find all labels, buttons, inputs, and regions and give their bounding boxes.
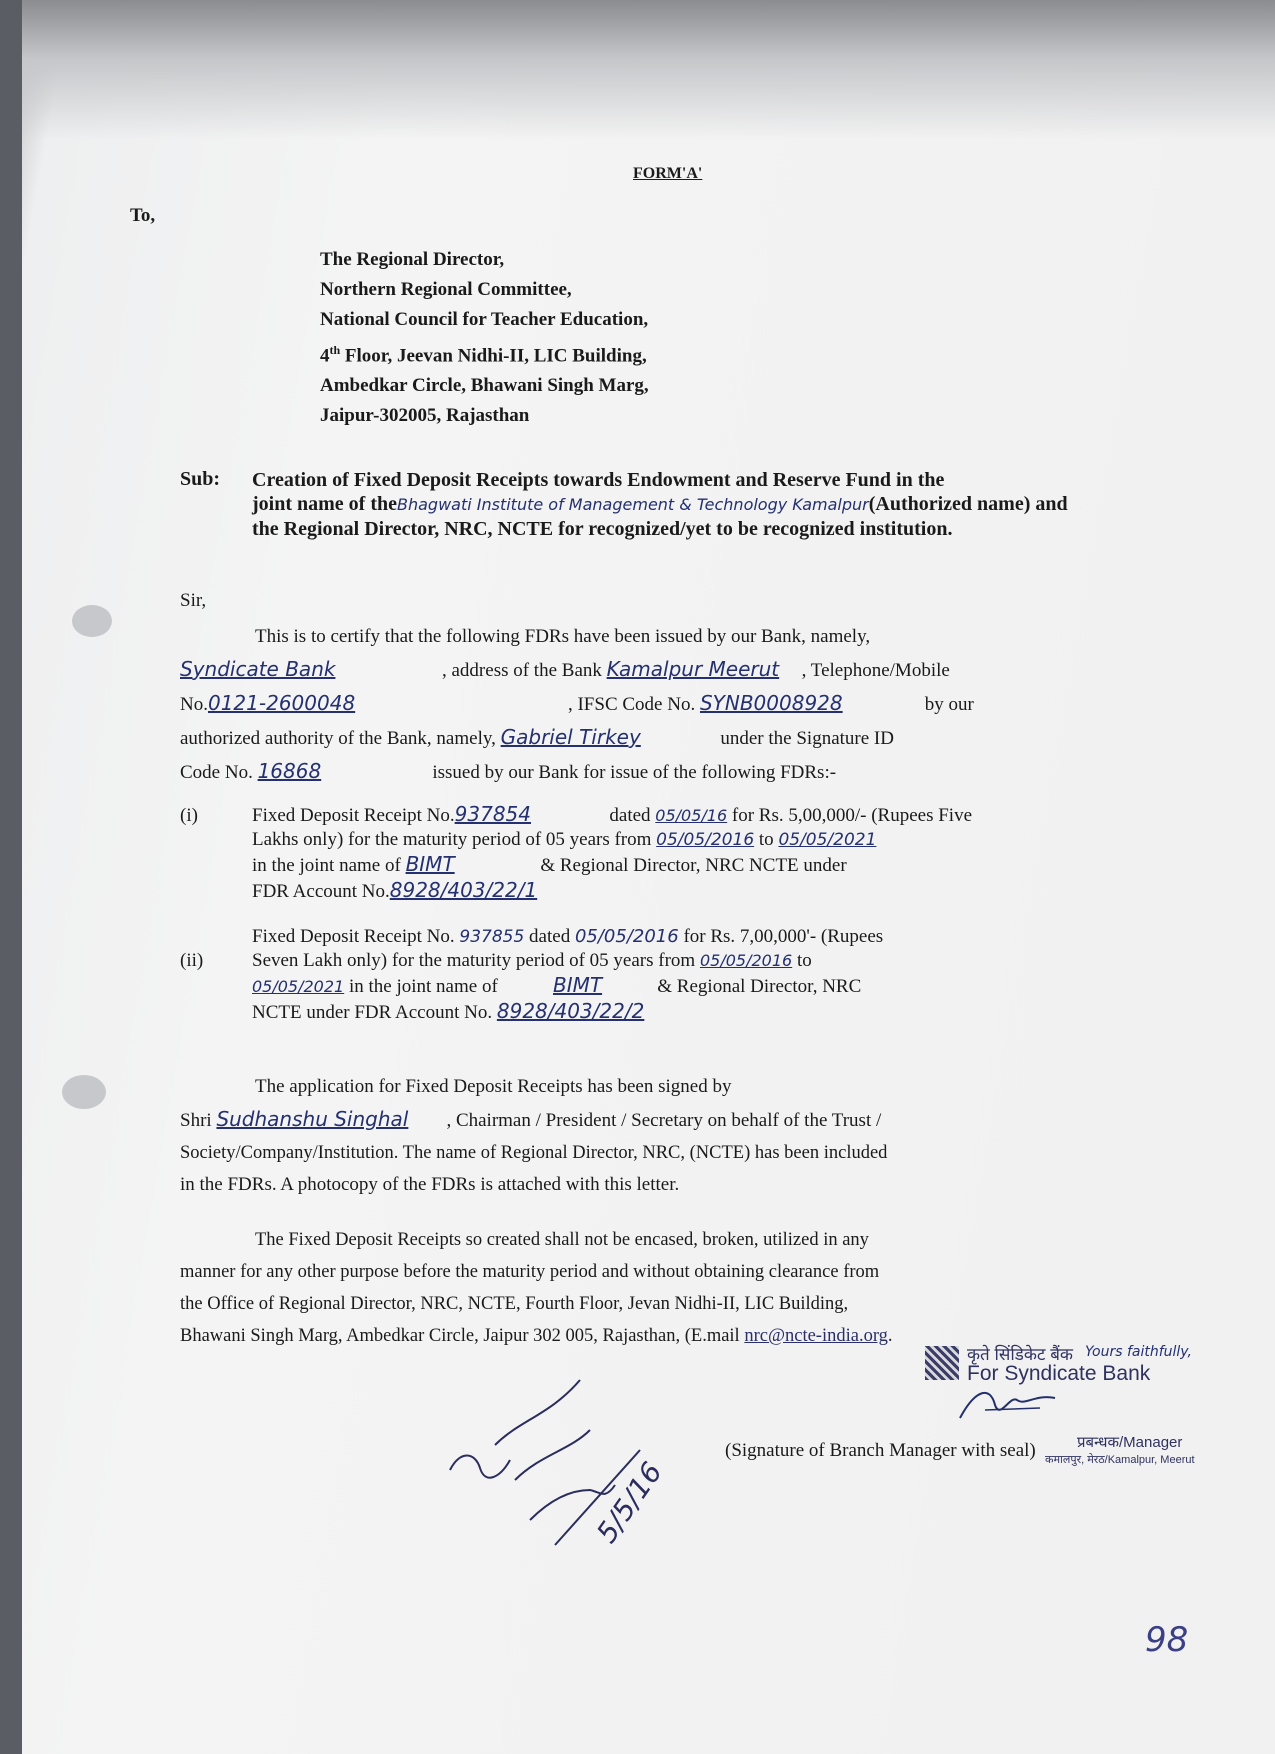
bank-address-field: Kamalpur Meerut <box>606 657 780 681</box>
phone-field: 0121-2600048 <box>207 691 356 715</box>
address-line: Northern Regional Committee, <box>320 279 572 300</box>
joint-name-field: BIMT <box>405 852 455 876</box>
to-date-field: 05/05/2021 <box>778 830 877 850</box>
address-line: The Regional Director, <box>320 249 505 270</box>
signature-label: (Signature of Branch Manager with seal) <box>725 1440 1036 1461</box>
subject-text: Creation of Fixed Deposit Receipts towards Endowment and Reserve Fund in the joint name of theBhagwati Institute of Management & Technology Kamalpur(Authorized name) and the Regional Director, NRC, NCTE for recognized/yet to be recognized institution. <box>252 469 1068 540</box>
account-field: 8928/403/22/2 <box>496 999 645 1023</box>
form-title: FORM'A' <box>633 165 703 182</box>
subject-label: Sub: <box>180 468 221 490</box>
institute-handwritten: Bhagwati Institute of Management & Technology Kamalpur <box>396 495 869 514</box>
signature-code-field: 16868 <box>257 759 322 783</box>
date-field: 05/05/2016 <box>574 926 679 947</box>
manager-signature <box>955 1380 1065 1430</box>
fdr-item-2: Fixed Deposit Receipt No. 937855 dated 05/05/2016 for Rs. 7,00,000'- (Rupees Seven Lakh only) for the maturity period of 05 years from 05/05/2016 to 05/05/2021 in the joint name of BIMT & Regional Director, NRC NCTE under FDR Account No. 8928/403/22/2 <box>252 926 884 1023</box>
bank-logo-icon <box>925 1346 959 1380</box>
salutation: Sir, <box>180 590 207 611</box>
punch-hole-mark <box>72 605 112 637</box>
stamp-bank-name: For Syndicate Bank <box>967 1362 1151 1385</box>
yours-faithfully: Yours faithfully, <box>1085 1344 1192 1360</box>
application-paragraph: The application for Fixed Deposit Receipts has been signed by Shri Sudhanshu Singhal , Chairman / President / Secretary on behalf of the Trust / Society/Company/Institution. The name of Regional Director, NRC, (NCTE) has been included in the FDRs. A photocopy of the FDRs is attached with this letter. <box>180 1076 888 1195</box>
email-link[interactable]: nrc@ncte-india.org <box>744 1326 888 1346</box>
recipient-address <box>320 245 649 431</box>
from-date-field: 05/05/2016 <box>656 830 755 850</box>
fdr-item-number: (i) <box>180 805 198 826</box>
conditions-paragraph: The Fixed Deposit Receipts so created shall not be encased, broken, utilized in any manner for any other purpose before the maturity period and without obtaining clearance from the Office of Regional Director, NRC, NCTE, Fourth Floor, Jevan Nidhi-II, LIC Building, Bhawani Singh Marg, Ambedkar Circle, Jaipur 302 005, Rajasthan, (E.mail nrc@ncte-india.org. <box>180 1230 893 1346</box>
fdr-item-1: Fixed Deposit Receipt No.937854 dated 05/05/16 for Rs. 5,00,000/- (Rupees Five Lakhs only) for the maturity period of 05 years from 05/05/2016 to 05/05/2021 in the joint name of BIMT & Regional Director, NRC NCTE under FDR Account No.8928/403/22/1 <box>252 802 973 902</box>
address-line: 4th Floor, Jeevan Nidhi-II, LIC Building, <box>320 343 647 367</box>
page-number: 98 <box>1145 1620 1189 1660</box>
address-line: Ambedkar Circle, Bhawani Singh Marg, <box>320 375 649 397</box>
scan-edge <box>0 0 22 1754</box>
stamp-manager: प्रबन्धक/Manager <box>1077 1434 1183 1451</box>
fdr-item-number: (ii) <box>180 950 204 971</box>
joint-name-field: BIMT <box>552 973 603 997</box>
to-date-field: 05/05/2021 <box>252 977 345 996</box>
stamp-branch: कमालपुर, मेरठ/Kamalpur, Meerut <box>1045 1454 1195 1466</box>
to-label: To, <box>130 205 156 226</box>
address-line: National Council for Teacher Education, <box>320 309 649 330</box>
authority-field: Gabriel Tirkey <box>500 725 641 749</box>
stamp-hindi: कृते सिंडिकेट बैंक <box>967 1345 1073 1364</box>
from-date-field: 05/05/2016 <box>699 951 793 970</box>
annotation-date: 5/5/16 <box>590 1456 669 1549</box>
address-line: Jaipur-302005, Rajasthan <box>320 405 530 427</box>
receipt-no-field: 937854 <box>454 802 531 826</box>
account-field: 8928/403/22/1 <box>389 878 538 902</box>
receipt-no-field: 937855 <box>459 927 525 947</box>
signatory-field: Sudhanshu Singhal <box>216 1107 409 1131</box>
punch-hole-mark <box>62 1075 106 1109</box>
scan-shadow <box>0 0 1275 140</box>
ifsc-field: SYNB0008928 <box>699 691 843 715</box>
bank-name-field: Syndicate Bank <box>180 657 336 681</box>
certification-paragraph: This is to certify that the following FDRs have been issued by our Bank, namely, Syndicate Bank , address of the Bank Kamalpur Meerut , Telephone/Mobile No.0121-2600048 , IFSC Code No. SYNB0008928 by our authorized authority of the Bank, namely, Gabriel Tirkey under the Signature ID Code No. 16868 issued by our Bank for issue of the following FDRs:- <box>180 626 974 783</box>
date-field: 05/05/16 <box>655 806 728 825</box>
